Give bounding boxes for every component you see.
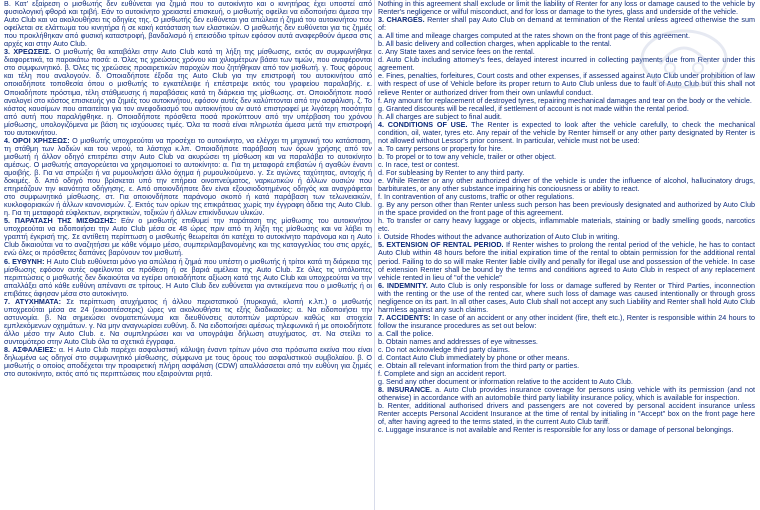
greek-section-text: Η Auto Club ευθύνεται μόνο για απώλεια ή ζημιά που υπέστη ο μισθωτής ή τρίτοι κατά τη διάρκεια της μίσθωσης εφόσον αυτές οφείλονται σε πρόθεση ή σε βαριά αμέλεια της Auto Club. Σε όλες τις υπόλοιπες περιπτώσεις ο μισθωτής δεν δικαιούται να εγείρει οποιαδήποτε αξίωση κατά της Auto Club και υποχρεούται να την απαλλάξει από κάθε ευθύνη απέναντι σε τρίτους. Η Auto Club δεν ευθύνεται για αντικείμενα που ο μισθωτής ή οι επιβάτες άφησαν μέσα στο αυτοκίνητο. (4, 256, 372, 298)
english-section-text: Renter shall pay Auto Club on demand at termination of the Rental unless agreed otherwise the sum of: (378, 15, 755, 33)
english-section-text: d. Auto Club including attorney's fees, delayed interest incurred in collecting payments due from Renter under this agreement. (378, 55, 755, 73)
english-paragraph (378, 201, 755, 217)
english-section-heading: 4. CONDITIONS OF USE. (378, 119, 468, 129)
greek-paragraph (4, 298, 372, 346)
english-section-text: d. For subleasing by Renter to any third party. (378, 167, 525, 177)
english-section-heading: 3. CHARGES. (378, 15, 425, 25)
greek-section-heading: 3. ΧΡΕΩΣΕΙΣ. (4, 47, 52, 57)
english-paragraph (378, 426, 755, 434)
greek-section-text: α. Η Auto Club παρέχει ασφαλιστική κάλυψη έναντι τρίτων μόνο στα πρόσωπα εκείνα που είναι δηλωμένα ως οδηγοί στο συμφωνητικό μίσθωσης, σύμφωνα με τους όρους του ασφαλιστικού συμβολαίου. β. Ο μισθωτής ο οποίος αποδέχεται την προαιρετική πλήρη ασφάλιση (CDW) απαλλάσσεται από την ευθύνη για ζημιές στο αυτοκίνητο, εκτός από τις περιπτώσεις που εξαιρούνται ρητά. (4, 345, 372, 379)
english-section-text: e. Fines, penalties, forfeitures, Court costs and other expenses, if assessed against Auto Club under prohibition of law with respect of use of Vehicle before its proper return to Auto Club unless due to fault of Auto Club but this shall not relieve Renter or authorized driver from their own unlawful conduct. (378, 71, 755, 97)
english-section-text: Auto Club is only responsible for loss or damage suffered by Renter or Third Parties, inconnection with the renting or the use of the rented car, where such loss of damage was caused intentionally or through gross negligence on its part. In all other cases, Auto Club shall not accept any such Liability and Renter shall hold Auto Club harmless against any such claims. (378, 280, 755, 314)
english-section-text: b. Obtain names and addresses of eye witnesses. (378, 336, 538, 346)
greek-paragraph (4, 48, 372, 137)
greek-section-heading: 4. ΟΡΟΙ ΧΡΗΣΕΩΣ: (4, 135, 70, 145)
english-section-text: The Renter is expected to look after the vehicle carefully, to check the mechanical condition, oil, water, tyres etc. Any repair of the vehicle by Renter himself or any other party designated by Renter is not allowed without Lessor's prior consent. In particular, vehicle must not be used: (378, 119, 755, 145)
greek-section-text: Ο μισθωτής θα καταβάλει στην Auto Club κατά τη λήξη της μίσθωσης, εκτός αν συμφωνήθηκε διαφορετικά, τα παρακάτω ποσά: α. Όλες τις χρεώσεις χρόνου και χιλιομέτρων βάσει των τιμών, που αναφέρονται στο συμφωνητικό. β. Όλες τις χρεώσεις προαιρετικών παροχών που ζητήθηκαν από τον μισθωτή. γ. Τους φόρους και τέλη που αναλογούν. δ. Οποιαδήποτε έξοδα της Auto Club για την επιστροφή του αυτοκινήτου από οποιαδήποτε τοποθεσία όπου ο μισθωτής το εγκατέλειψε ή επέστρεψε εκτός του γραφείου παραλαβής. ε. Οποιαδήποτε πρόστιμα, τέλη στάθμευσης ή παραβάσεις κατά τη διάρκεια της μίσθωσης. στ. Οποιοδήποτε ποσό αναλογεί στο κόστος επισκευής για ζημιές του αυτοκινήτου, εφόσον αυτές δεν καλύπτονται από την ασφάλιση. ζ. Το κόστος καυσίμων που απαιτείται για τον ανεφοδιασμό του αυτοκινήτου αν αυτό επιστραφεί με λιγότερη ποσότητα από αυτή που παραλήφθηκε. η. Οποιαδήποτε πρόσθετα ποσά προκύπτουν από την υπέρβαση του χρόνου μίσθωσης, υπολογιζόμενα με βάση τις ισχύουσες τιμές. Όλα τα ποσά είναι πληρωτέα άμεσα μετά την επιστροφή του αυτοκινήτου. (4, 47, 372, 137)
greek-paragraph (4, 258, 372, 298)
english-section-text: e. Obtain all relevant information from the third party or parties. (378, 361, 580, 371)
greek-paragraph (4, 346, 372, 378)
english-section-text: a. To carry persons or property for hire. (378, 143, 503, 153)
english-section-text: a. Auto Club provides insurance coverage for persons using vehicle with its permission (and not otherwise) in accordance with an automobile third party liability insurance policy, which is available for inspection. (378, 385, 755, 403)
greek-section-heading: 8. ΑΣΦΑΛΕΙΕΣ: (4, 345, 57, 355)
english-paragraph (378, 282, 755, 314)
company-logo-watermark-icon (638, 24, 730, 94)
greek-terms-column (4, 0, 372, 510)
greek-section-heading: 5. ΠΑΡΑΤΑΣΗ ΤΗΣ ΜΙΣΘΩΣΗΣ: (4, 216, 117, 226)
english-paragraph (378, 386, 755, 402)
english-section-text: f. In contravention of any customs, traffic or other regulations. (378, 192, 575, 202)
greek-section-text: Ο μισθωτής υποχρεούται να προσέχει το αυτοκίνητο, να ελέγχει τη μηχανική του κατάσταση, τη στάθμη των λαδιών και του νερού, τα λάστιχα κ.λπ. Οποιαδήποτε παράβαση των όρων χρήσης από τον μισθωτή ή άλλον οδηγό επιτρέπει στην Auto Club να ακυρώσει τη μίσθωση και να παραλάβει το αυτοκίνητο αμέσως. Ο μισθωτής απαγορεύεται να χρησιμοποιεί το αυτοκίνητο: α. Για τη μεταφορά επιβατών ή αγαθών έναντι αμοιβής. β. Για να σπρώξει ή να ρυμουλκήσει άλλο όχημα ή ρυμουλκούμενο. γ. Σε αγώνες ταχύτητας, αντοχής ή δοκιμές. δ. Από οδηγό που βρίσκεται υπό την επήρεια οινοπνεύματος, ναρκωτικών ή άλλων ουσιών που επηρεάζουν την ικανότητα οδήγησης. ε. Από οποιονδήποτε δεν είναι εξουσιοδοτημένος οδηγός και αναγράφεται στο συμφωνητικό μίσθωσης. στ. Για οποιονδήποτε παράνομο σκοπό ή κατά παράβαση των τελωνειακών, κυκλοφοριακών ή άλλων κανονισμών. ζ. Εκτός των ορίων της επικράτειας χωρίς την έγγραφη άδεια της Auto Club. η. Για τη μεταφορά εύφλεκτων, εκρηκτικών, τοξικών ή άλλων επικίνδυνων υλικών. (4, 135, 372, 218)
english-section-text: g. Send any other document or information relative to the accident to Auto Club. (378, 377, 633, 387)
english-paragraph (378, 217, 755, 233)
greek-paragraph (4, 137, 372, 217)
column-divider (374, 0, 375, 510)
greek-section-text: Σε περίπτωση ατυχήματος ή άλλου περιστατικού (πυρκαγιά, κλοπή κ.λπ.) ο μισθωτής υποχρεούται μέσα σε 24 (εικοσιτέσσερις) ώρες να ακολουθήσει τις εξής διαδικασίες: α. Να ειδοποιήσει την αστυνομία. β. Να σημειώσει ονοματεπώνυμα και διευθύνσεις αυτοπτών μαρτύρων καθώς και στοιχεία εμπλεκόμενων οχημάτων. γ. Να μην αναγνωρίσει ευθύνη. δ. Να ειδοποιήσει αμέσως τηλεφωνικά ή με οποιοδήποτε άλλο μέσο την Auto Club. ε. Να συμπληρώσει και να υπογράψει δήλωση ατυχήματος. στ. Να στείλει το συντομότερο στην Auto Club όλα τα σχετικά έγγραφα. (4, 296, 372, 346)
greek-paragraph (4, 0, 372, 48)
english-paragraph (378, 314, 755, 330)
english-section-text: In case of an accident or any other incident (fire, theft etc.), Renter is responsible within 24 hours to follow the insurance procedures as set out below: (378, 312, 755, 330)
english-section-text: If Renter wishes to prolong the rental period of the vehicle, he has to contact Auto Club within 48 hours before the initial expiration time of the rental to obtain permission for the additional rental period. Failing to do so will make Renter liable civilly and penally for illegal use and possession of the vehicle. In case of extension Renter shall be bound by the terms and conditions agreed to Auto Club in respect of any replacement vehicle rented in lieu of "of the vehicle" (378, 240, 755, 282)
english-section-text: i. Outside Rhodes without the advance authorization of Auto Club in writing. (378, 232, 620, 242)
english-section-text: b. To propel or to tow any vehicle, trailer or other object. (378, 151, 557, 161)
english-section-text: h. All charges are subject to final audit. (378, 111, 502, 121)
greek-section-text: Β. Κατ' εξαίρεση ο μισθωτής δεν ευθύνεται για ζημιά που το αυτοκίνητο και ο κινητήρας έχει υποστεί από φυσιολογική φθορά και τριβή. Εάν το αυτοκίνητο χρειαστεί επισκευή, ο μισθωτής οφείλει να ειδοποιήσει άμεσα την Auto Club και να ακολουθήσει τις οδηγίες της. Ο μισθωτής δεν ευθύνεται για απώλεια ή ζημιά του αυτοκινήτου που οφείλεται σε ελάττωμα του κινητήρα ή σε κακή κατάσταση των ελαστικών. Ο μισθωτής δεν ευθύνεται για τις ζημιές που προκλήθηκαν από φυσική καταστροφή, βανδαλισμό ή επεισόδιο τρίτων εφόσον αυτά αναφερθούν άμεσα στις αρχές και στην Auto Club. (4, 0, 372, 49)
english-section-text: b. Renter, additional authorised drivers and passengers are not covered by personal accident insurance unless Renter accepts Personal Accident Insurance at the time of rental by initialing in "Accept" box on the front page here of, after having agreed to the terms stated, in the current Auto Club tariff. (378, 401, 755, 427)
greek-paragraph (4, 217, 372, 257)
english-paragraph (378, 177, 755, 193)
greek-section-heading: 6. ΕΥΘΥΝΗ: (4, 256, 45, 266)
english-paragraph (378, 121, 755, 145)
english-section-text: a. All time and mileage charges computed at the rates shown on the front page of this agreement. (378, 31, 690, 41)
english-section-heading: 7. ACCIDENTS: (378, 312, 431, 322)
english-section-text: c. Luggage insurance is not available and Renter is responsible for any loss or damage of personal belongings. (378, 425, 734, 435)
english-section-text: c. Do not acknowledge third party claims. (378, 345, 510, 355)
english-section-text: h. To transfer or carry heavy luggage or objects, inflammable materials, staining or badly smelling goods, narcotics etc. (378, 216, 755, 234)
english-paragraph (378, 402, 755, 426)
english-section-text: c. Any State taxes and service fees on the rental. (378, 47, 535, 57)
english-section-text: g. By any person other than Renter unless such person has been previously designated and authorized by Auto Club in the space provided on the front page of this agreement. (378, 200, 755, 218)
english-paragraph (378, 0, 755, 16)
greek-section-text: Εάν ο μισθωτής επιθυμεί την παράταση της μίσθωσης του αυτοκινήτου υποχρεούται να ειδοποιήσει την Auto Club μέσα σε 48 ώρες πριν από τη λήξη της μίσθωσης και να λάβει τη γραπτή έγκρισή της. Σε αντίθετη περίπτωση ο μισθωτής θεωρείται ότι κατέχει το αυτοκίνητο παράνομα και η Auto Club δικαιούται να το αναζητήσει με κάθε νόμιμο μέσο, συμπεριλαμβανομένης και της καταγγελίας του στις αρχές, ενώ όλες οι πρόσθετες δαπάνες βαρύνουν τον μισθωτή. (4, 216, 372, 258)
english-section-text: Nothing in this agreement shall exclude or limit the liability of Renter for any loss or damage caused to the vehicle by Renter's negligence or wilful misconduct, and for loss or damage to the tyres, glass and underside of the vehicle. (378, 0, 755, 17)
english-section-text: e. While Renter or any other authorized driver of the vehicle is under the influence of alcohol, hallucinatory drugs, barbiturates, or any other substance impairing his conciousness or ability to react. (378, 176, 755, 194)
greek-section-heading: 7. ΑΤΥΧΗΜΑΤΑ: (4, 296, 62, 306)
english-section-text: f. Complete and sign an accident report. (378, 369, 507, 379)
english-section-text: f. Any amount for replacement of destroyed tyres, repairing mechanical damages and tear on the body or the vehicle. (378, 95, 752, 105)
english-section-heading: 8. INSURANCE. (378, 385, 433, 395)
english-section-heading: 5. EXTENSION OF RENTAL PERIOD. (378, 240, 504, 250)
english-section-text: c. In race, test or contest. (378, 159, 460, 169)
english-section-text: g. Granted discounts will be recalled, if settlement of account is not made within the rental period. (378, 103, 689, 113)
english-section-text: d. Contact Auto Club immediately by phone or other means. (378, 353, 570, 363)
english-paragraph (378, 241, 755, 281)
english-section-text: b. All basic delivery and collection charges, when applicable to the rental. (378, 39, 612, 49)
english-section-text: a. Call the police. (378, 328, 434, 338)
english-section-heading: 6. INDEMNITY. (378, 280, 428, 290)
